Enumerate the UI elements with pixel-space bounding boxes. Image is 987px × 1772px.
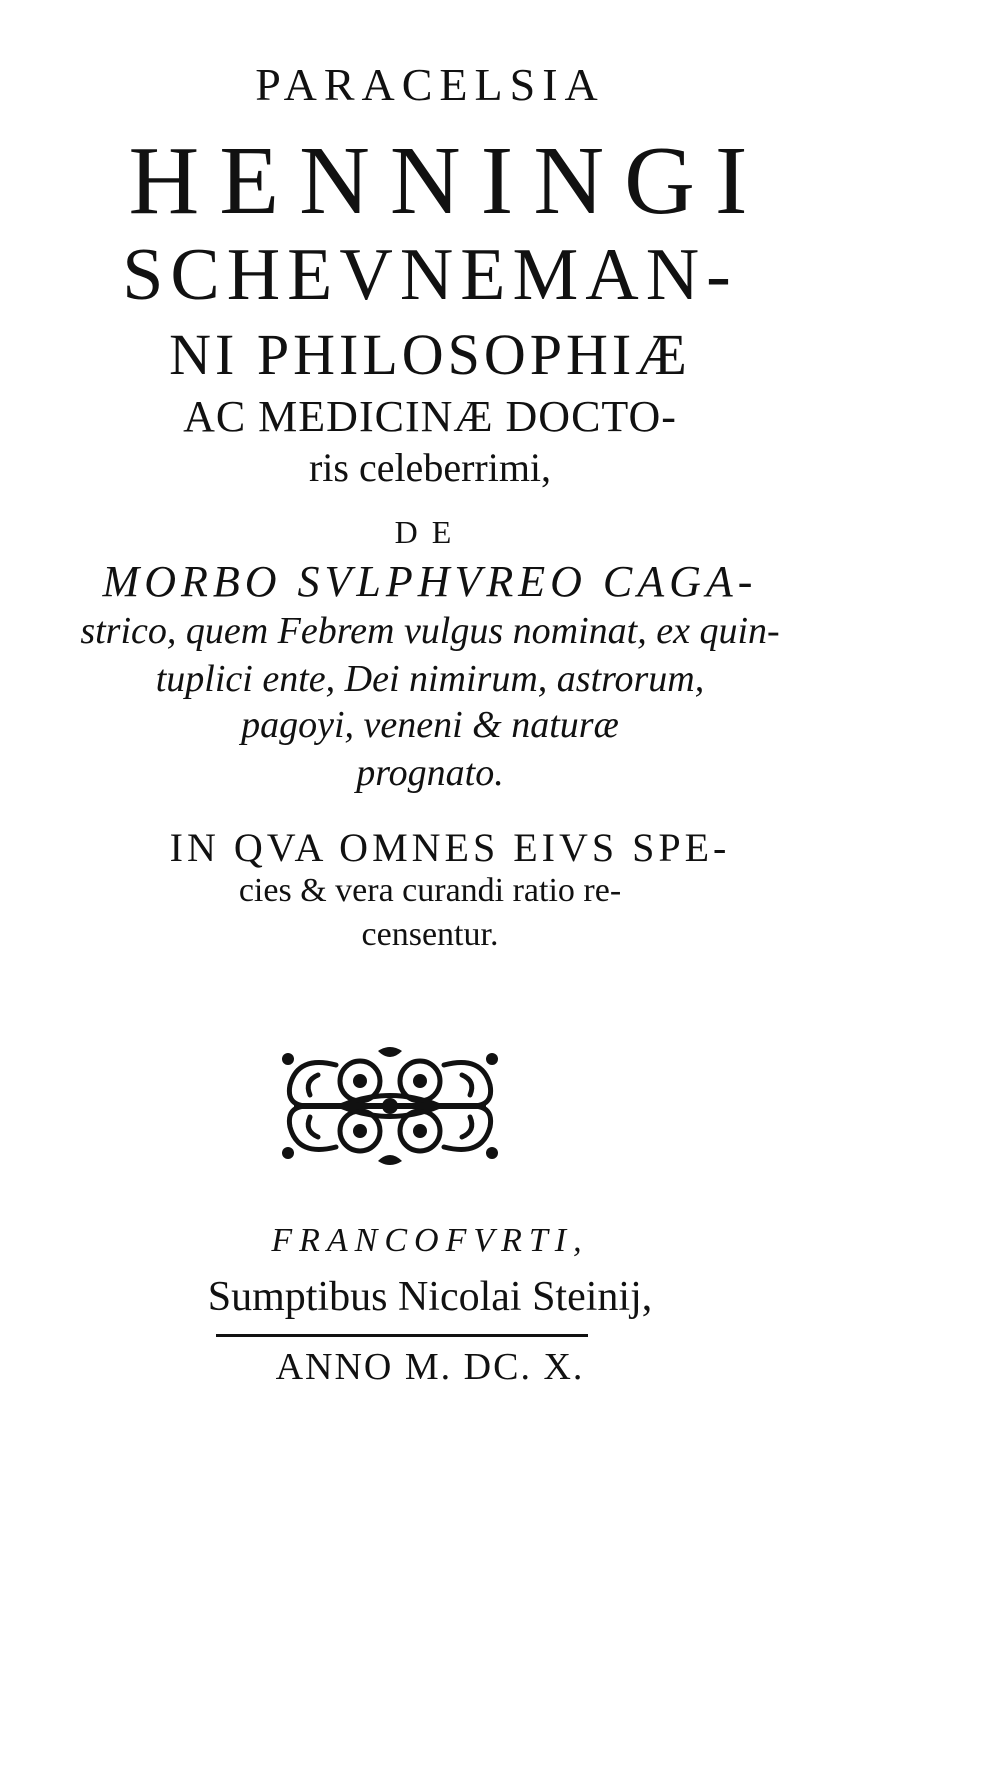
title-author-epithet: ris celeberrimi,	[308, 445, 552, 490]
title-author-surname: SCHEVNEMAN-	[122, 234, 738, 316]
printers-fleuron-ornament-icon	[278, 1045, 502, 1167]
subject-line-1: MORBO SVLPHVREO CAGA-	[102, 557, 758, 606]
title-author-degree: AC MEDICINÆ DOCTO-	[183, 392, 677, 441]
imprint-rule	[216, 1334, 588, 1337]
subject-line-4: pagoyi, veneni & naturæ	[241, 704, 619, 746]
subject-line-3: tuplici ente, Dei nimirum, astrorum,	[155, 658, 705, 700]
content-line-2: cies & vera curandi ratio re-	[238, 872, 622, 909]
content-line-1: IN QVA OMNES EIVS SPE-	[169, 825, 731, 870]
subject-line-5: prognato.	[356, 752, 504, 794]
imprint-place: FRANCOFVRTI,	[271, 1222, 589, 1259]
imprint-year: ANNO M. DC. X.	[275, 1346, 585, 1388]
title-author-surname-cont: NI PHILOSOPHIÆ	[169, 322, 691, 387]
title-de: DE	[394, 514, 466, 550]
content-line-3: censentur.	[361, 916, 499, 953]
title-henningi: HENNINGI	[128, 127, 768, 235]
title-paracelsia: PARACELSIA	[255, 59, 605, 110]
imprint-publisher: Sumptibus Nicolai Steinij,	[207, 1274, 653, 1320]
subject-line-2: strico, quem Febrem vulgus nominat, ex quin-	[80, 610, 780, 652]
